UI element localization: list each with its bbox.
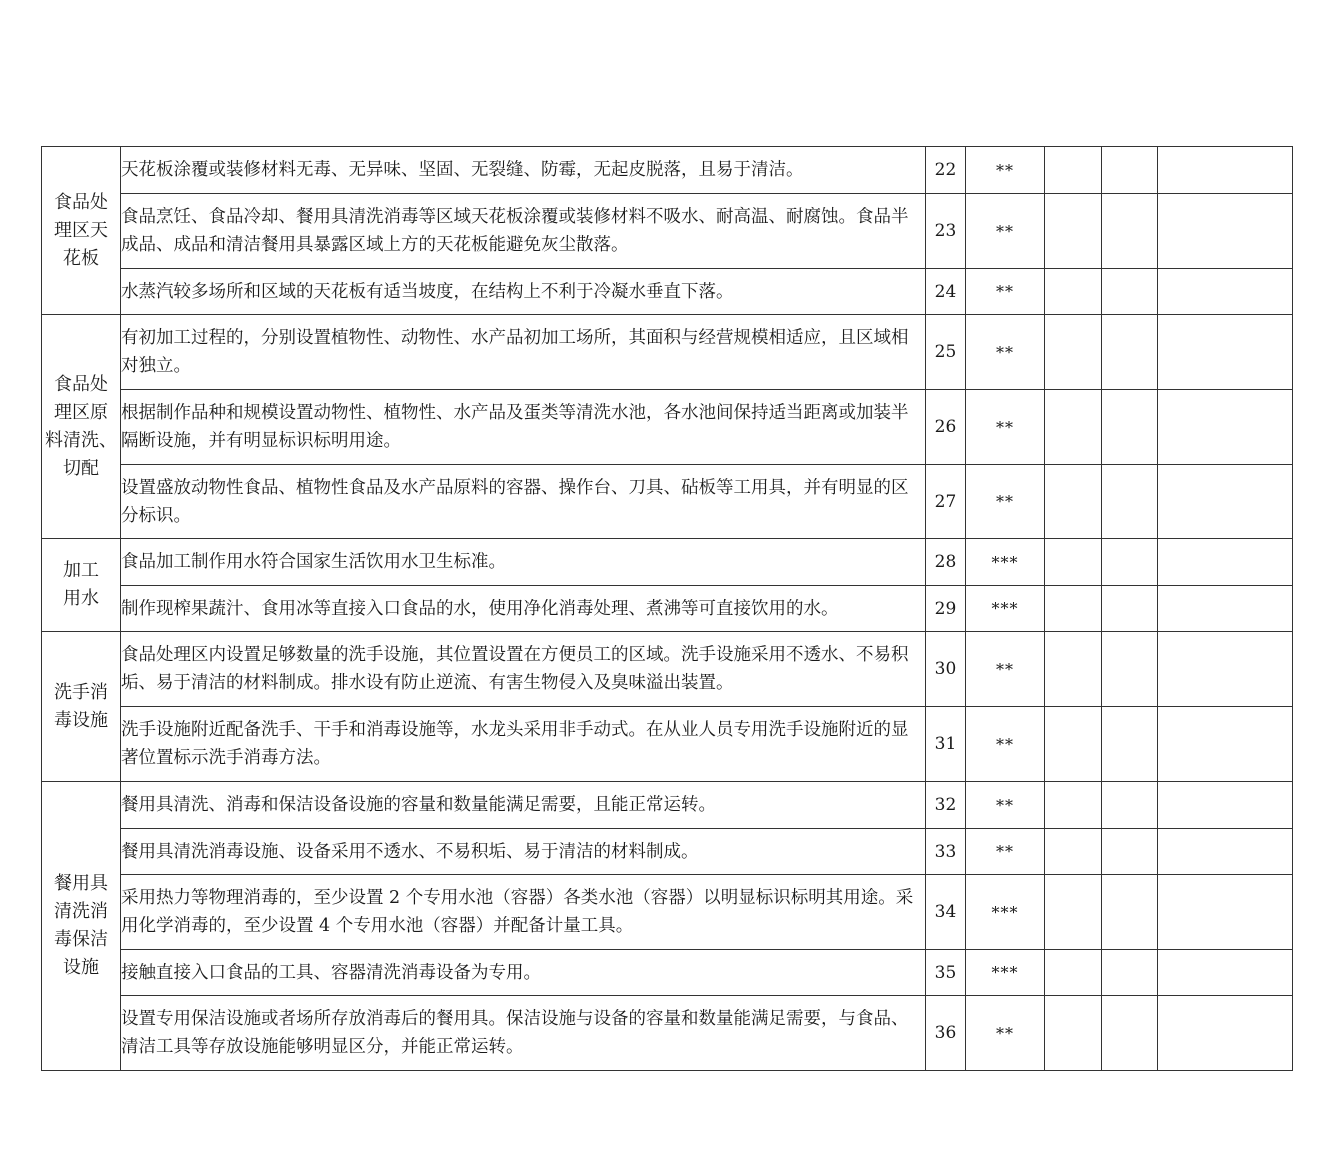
result-cell xyxy=(1102,632,1158,707)
result-cell xyxy=(1102,269,1158,315)
table-row xyxy=(42,465,1293,539)
result-cell xyxy=(1045,465,1102,539)
remark-cell xyxy=(1158,996,1293,1071)
remark-cell xyxy=(1158,269,1293,315)
result-cell xyxy=(1102,996,1158,1071)
table-row xyxy=(42,829,1293,875)
item-number: 32 xyxy=(926,782,966,829)
remark-cell xyxy=(1158,539,1293,586)
result-cell xyxy=(1102,875,1158,950)
remark-cell xyxy=(1158,465,1293,539)
result-cell xyxy=(1102,782,1158,829)
result-cell xyxy=(1045,390,1102,465)
inspection-checklist-table xyxy=(41,146,1293,1071)
table-row xyxy=(42,707,1293,782)
table-row xyxy=(42,315,1293,390)
result-cell xyxy=(1045,586,1102,632)
item-content: 有初加工过程的，分别设置植物性、动物性、水产品初加工场所，其面积与经营规模相适应，且区域相对独立。 xyxy=(121,315,926,390)
item-number: 31 xyxy=(926,707,966,782)
result-cell xyxy=(1045,315,1102,390)
item-content: 食品加工制作用水符合国家生活饮用水卫生标准。 xyxy=(121,539,926,586)
item-content: 餐用具清洗消毒设施、设备采用不透水、不易积垢、易于清洁的材料制成。 xyxy=(121,829,926,875)
table-row xyxy=(42,390,1293,465)
result-cell xyxy=(1102,707,1158,782)
importance-level: *** xyxy=(966,950,1045,996)
result-cell xyxy=(1045,707,1102,782)
item-content: 设置专用保洁设施或者场所存放消毒后的餐用具。保洁设施与设备的容量和数量能满足需要，与食品、清洁工具等存放设施能够明显区分，并能正常运转。 xyxy=(121,996,926,1071)
importance-level: ** xyxy=(966,996,1045,1071)
item-content: 制作现榨果蔬汁、食用冰等直接入口食品的水，使用净化消毒处理、煮沸等可直接饮用的水。 xyxy=(121,586,926,632)
importance-level: ** xyxy=(966,829,1045,875)
table-row xyxy=(42,632,1293,707)
item-content: 天花板涂覆或装修材料无毒、无异味、坚固、无裂缝、防霉，无起皮脱落，且易于清洁。 xyxy=(121,147,926,194)
remark-cell xyxy=(1158,707,1293,782)
item-number: 34 xyxy=(926,875,966,950)
item-content: 洗手设施附近配备洗手、干手和消毒设施等，水龙头采用非手动式。在从业人员专用洗手设施附近的显著位置标示洗手消毒方法。 xyxy=(121,707,926,782)
result-cell xyxy=(1102,950,1158,996)
remark-cell xyxy=(1158,782,1293,829)
remark-cell xyxy=(1158,147,1293,194)
remark-cell xyxy=(1158,315,1293,390)
item-content: 餐用具清洗、消毒和保洁设备设施的容量和数量能满足需要，且能正常运转。 xyxy=(121,782,926,829)
remark-cell xyxy=(1158,875,1293,950)
item-content: 设置盛放动物性食品、植物性食品及水产品原料的容器、操作台、刀具、砧板等工用具，并有明显的区分标识。 xyxy=(121,465,926,539)
result-cell xyxy=(1045,194,1102,269)
table-row xyxy=(42,875,1293,950)
item-number: 24 xyxy=(926,269,966,315)
importance-level: *** xyxy=(966,875,1045,950)
remark-cell xyxy=(1158,390,1293,465)
item-content: 食品处理区内设置足够数量的洗手设施，其位置设置在方便员工的区域。洗手设施采用不透水、不易积垢、易于清洁的材料制成。排水设有防止逆流、有害生物侵入及臭味溢出装置。 xyxy=(121,632,926,707)
category-cell: 食品处 理区天 花板 xyxy=(42,147,121,315)
table-row xyxy=(42,269,1293,315)
item-number: 28 xyxy=(926,539,966,586)
item-number: 27 xyxy=(926,465,966,539)
item-number: 23 xyxy=(926,194,966,269)
category-cell: 食品处 理区原 料清洗、 切配 xyxy=(42,315,121,539)
remark-cell xyxy=(1158,950,1293,996)
result-cell xyxy=(1045,269,1102,315)
importance-level: ** xyxy=(966,782,1045,829)
importance-level: ** xyxy=(966,707,1045,782)
item-number: 22 xyxy=(926,147,966,194)
item-number: 35 xyxy=(926,950,966,996)
table-row xyxy=(42,586,1293,632)
item-content: 食品烹饪、食品冷却、餐用具清洗消毒等区域天花板涂覆或装修材料不吸水、耐高温、耐腐蚀。食品半成品、成品和清洁餐用具暴露区域上方的天花板能避免灰尘散落。 xyxy=(121,194,926,269)
table-row xyxy=(42,996,1293,1071)
item-number: 36 xyxy=(926,996,966,1071)
table-row xyxy=(42,539,1293,586)
result-cell xyxy=(1102,194,1158,269)
importance-level: ** xyxy=(966,147,1045,194)
importance-level: *** xyxy=(966,586,1045,632)
category-cell: 加工 用水 xyxy=(42,539,121,632)
result-cell xyxy=(1045,829,1102,875)
result-cell xyxy=(1102,390,1158,465)
item-number: 25 xyxy=(926,315,966,390)
importance-level: ** xyxy=(966,194,1045,269)
result-cell xyxy=(1045,147,1102,194)
result-cell xyxy=(1102,539,1158,586)
item-content: 水蒸汽较多场所和区域的天花板有适当坡度，在结构上不利于冷凝水垂直下落。 xyxy=(121,269,926,315)
importance-level: ** xyxy=(966,632,1045,707)
item-number: 30 xyxy=(926,632,966,707)
table-row xyxy=(42,950,1293,996)
importance-level: ** xyxy=(966,390,1045,465)
table-row xyxy=(42,147,1293,194)
result-cell xyxy=(1045,632,1102,707)
remark-cell xyxy=(1158,194,1293,269)
result-cell xyxy=(1102,586,1158,632)
item-content: 接触直接入口食品的工具、容器清洗消毒设备为专用。 xyxy=(121,950,926,996)
item-number: 29 xyxy=(926,586,966,632)
importance-level: *** xyxy=(966,539,1045,586)
result-cell xyxy=(1045,875,1102,950)
result-cell xyxy=(1045,950,1102,996)
item-number: 26 xyxy=(926,390,966,465)
result-cell xyxy=(1045,539,1102,586)
item-content: 采用热力等物理消毒的，至少设置 2 个专用水池（容器）各类水池（容器）以明显标识标明其用途。采用化学消毒的，至少设置 4 个专用水池（容器）并配备计量工具。 xyxy=(121,875,926,950)
result-cell xyxy=(1102,465,1158,539)
remark-cell xyxy=(1158,632,1293,707)
table-row xyxy=(42,782,1293,829)
remark-cell xyxy=(1158,829,1293,875)
result-cell xyxy=(1045,782,1102,829)
remark-cell xyxy=(1158,586,1293,632)
table-row xyxy=(42,194,1293,269)
result-cell xyxy=(1045,996,1102,1071)
category-cell: 洗手消 毒设施 xyxy=(42,632,121,782)
category-cell: 餐用具 清洗消 毒保洁 设施 xyxy=(42,782,121,1071)
importance-level: ** xyxy=(966,315,1045,390)
item-content: 根据制作品种和规模设置动物性、植物性、水产品及蛋类等清洗水池，各水池间保持适当距离或加装半隔断设施，并有明显标识标明用途。 xyxy=(121,390,926,465)
importance-level: ** xyxy=(966,269,1045,315)
result-cell xyxy=(1102,829,1158,875)
item-number: 33 xyxy=(926,829,966,875)
result-cell xyxy=(1102,147,1158,194)
importance-level: ** xyxy=(966,465,1045,539)
result-cell xyxy=(1102,315,1158,390)
